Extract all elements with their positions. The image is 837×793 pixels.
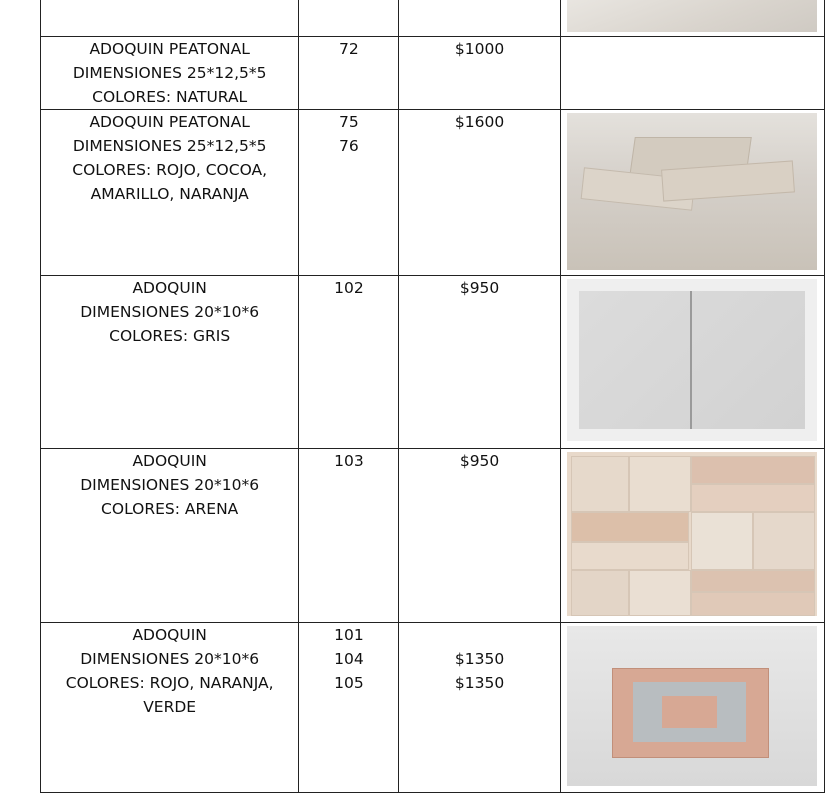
image-cell [560, 110, 824, 276]
product-price: $950 [459, 279, 500, 297]
product-code: 105 [334, 674, 364, 692]
product-photo-gray [567, 279, 817, 441]
description-cell [41, 0, 299, 37]
price-cell [399, 276, 560, 449]
product-dimensions: DIMENSIONES 20*10*6 [80, 303, 260, 321]
table-row [41, 623, 825, 793]
product-table [40, 0, 825, 793]
price-cell [399, 623, 560, 793]
price-cell [399, 0, 560, 37]
product-photo-sand [567, 452, 817, 616]
code-cell [299, 110, 399, 276]
product-code: 75 [339, 113, 359, 131]
description-cell [41, 37, 299, 110]
product-name: ADOQUIN PEATONAL [89, 113, 250, 131]
product-colors-cont: VERDE [143, 698, 197, 716]
code-cell [299, 37, 399, 110]
price-cell [399, 110, 560, 276]
product-name: ADOQUIN PEATONAL [89, 40, 250, 58]
product-name: ADOQUIN [132, 626, 207, 644]
product-dimensions: DIMENSIONES 20*10*6 [80, 650, 260, 668]
product-code: 104 [334, 650, 364, 668]
product-photo [567, 0, 817, 32]
product-colors: COLORES: GRIS [109, 327, 231, 345]
product-colors-cont: AMARILLO, NARANJA [90, 185, 249, 203]
product-photo-pattern [567, 626, 817, 786]
product-code: 72 [339, 40, 359, 58]
product-price: $950 [459, 452, 500, 470]
table-row [41, 276, 825, 449]
code-cell [299, 276, 399, 449]
image-cell [560, 276, 824, 449]
product-name: ADOQUIN [132, 279, 207, 297]
product-code: 102 [334, 279, 364, 297]
description-cell [41, 623, 299, 793]
product-colors: COLORES: NATURAL [92, 88, 248, 106]
table-row [41, 0, 825, 37]
product-price: $1350 [454, 650, 505, 668]
product-photo-curbs [567, 113, 817, 270]
product-code: 101 [334, 626, 364, 644]
image-cell [560, 0, 824, 37]
product-colors: COLORES: ARENA [101, 500, 239, 518]
product-price [399, 623, 559, 647]
code-cell [299, 0, 399, 37]
image-cell [560, 37, 824, 110]
code-cell [299, 623, 399, 793]
product-code: 76 [339, 137, 359, 155]
price-cell [399, 37, 560, 110]
price-cell [399, 449, 560, 623]
description-cell [41, 276, 299, 449]
image-cell [560, 623, 824, 793]
table-row [41, 110, 825, 276]
product-dimensions: DIMENSIONES 25*12,5*5 [72, 64, 267, 82]
code-cell [299, 449, 399, 623]
product-code: 103 [334, 452, 364, 470]
product-price: $1350 [454, 674, 505, 692]
table-row [41, 37, 825, 110]
image-cell [560, 449, 824, 623]
product-price: $1000 [454, 40, 505, 58]
table-row [41, 449, 825, 623]
product-price: $1600 [454, 113, 505, 131]
product-name: ADOQUIN [132, 452, 207, 470]
product-colors: COLORES: ROJO, COCOA, [72, 161, 268, 179]
product-dimensions: DIMENSIONES 25*12,5*5 [72, 137, 267, 155]
description-cell [41, 110, 299, 276]
description-cell [41, 449, 299, 623]
product-colors: COLORES: ROJO, NARANJA, [65, 674, 274, 692]
product-dimensions: DIMENSIONES 20*10*6 [80, 476, 260, 494]
